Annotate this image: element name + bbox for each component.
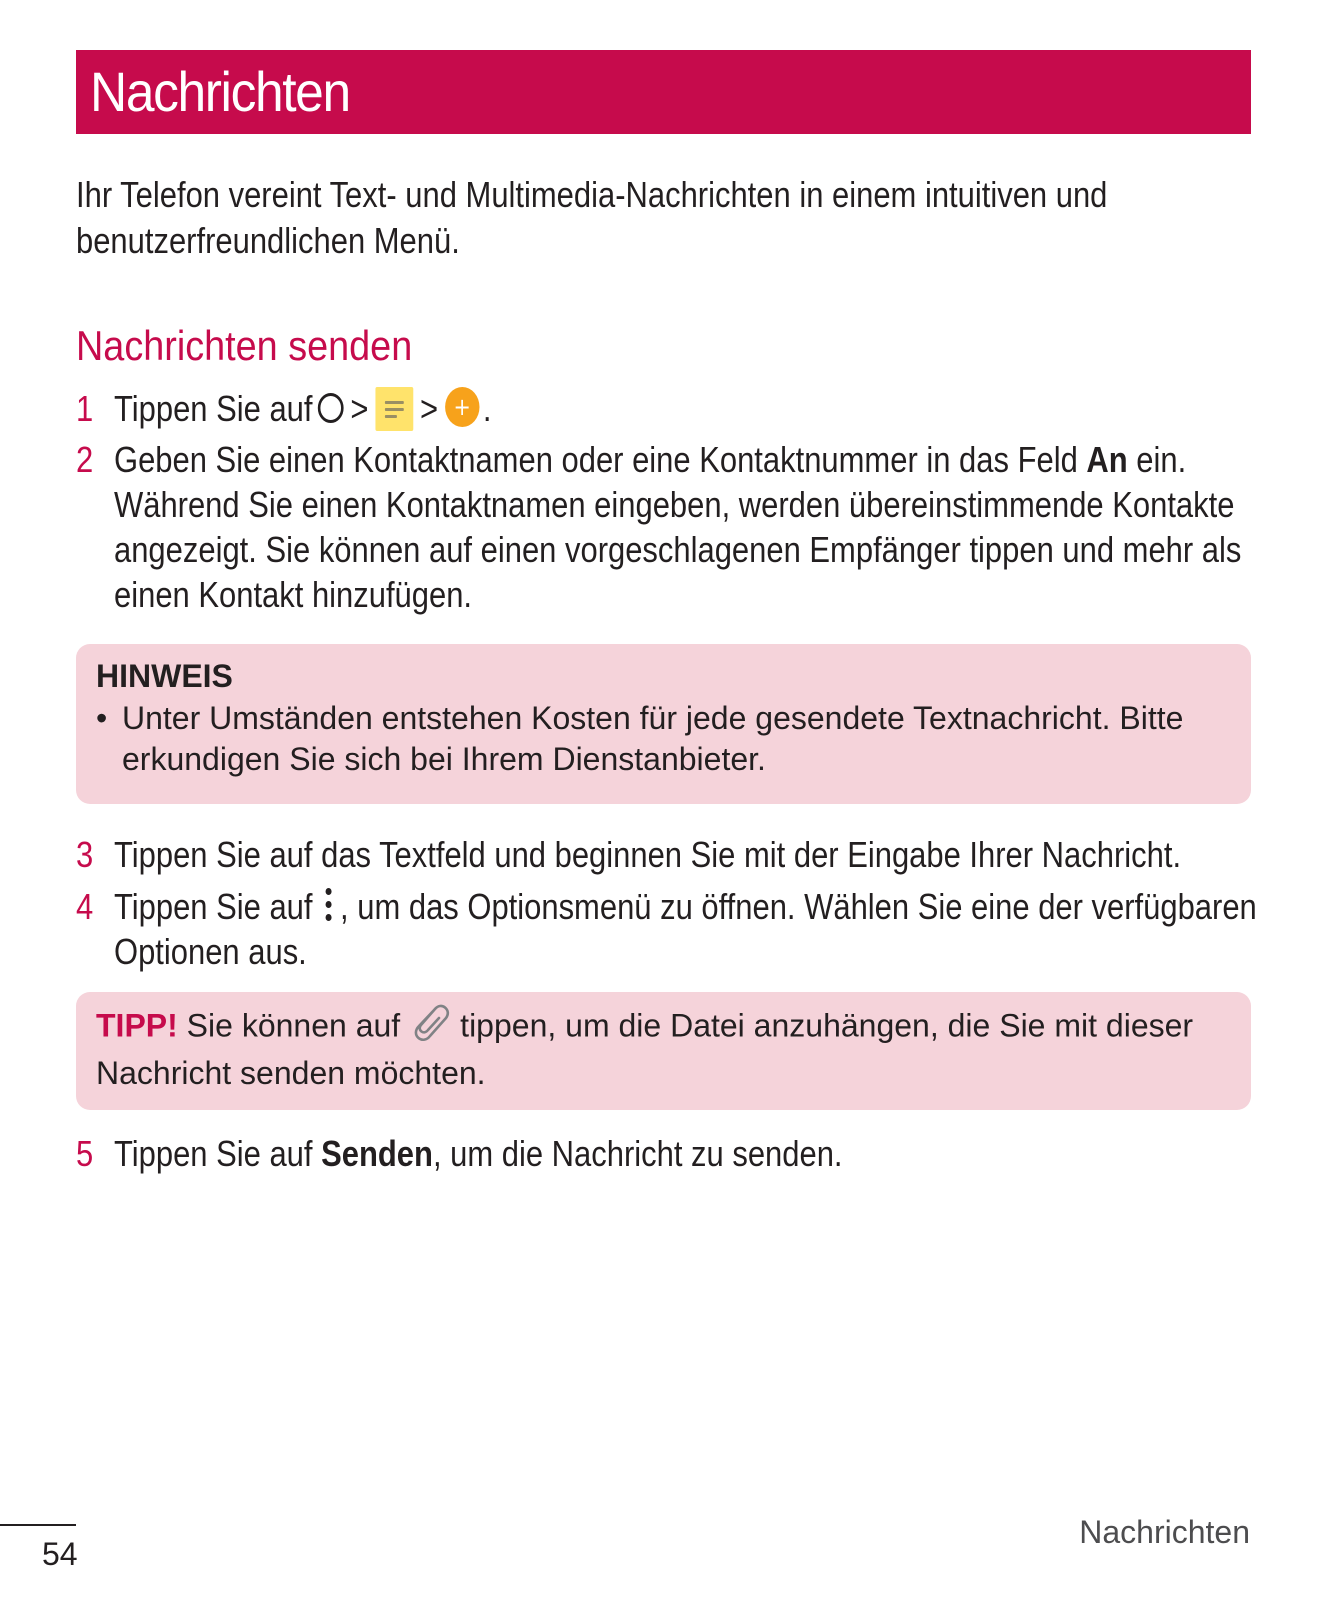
plus-icon: + bbox=[445, 387, 479, 427]
step-1-line bbox=[114, 386, 491, 431]
intro-line-2: benutzerfreundlichen Menü. bbox=[76, 220, 460, 261]
step-2-line-2: Während Sie einen Kontaktnamen eingeben, werden übereinstimmende Kontakte bbox=[114, 484, 1235, 525]
note-line-1: Unter Umständen entstehen Kosten für jede gesendete Textnachricht. Bitte bbox=[122, 700, 1184, 736]
footer-section-name: Nachrichten bbox=[1079, 1514, 1250, 1550]
messaging-app-icon bbox=[375, 387, 413, 431]
tip-box bbox=[76, 992, 1251, 1110]
tip-text bbox=[96, 1004, 1193, 1094]
step-text: Tippen Sie auf bbox=[114, 886, 313, 927]
step-text: Tippen Sie auf bbox=[114, 388, 313, 429]
step-number: 4 bbox=[76, 886, 94, 927]
tip-line-1 bbox=[96, 1004, 1193, 1052]
note-label: HINWEIS bbox=[96, 658, 233, 694]
footer-rule bbox=[0, 1524, 76, 1526]
note-line-2: erkundigen Sie sich bei Ihrem Dienstanbieter. bbox=[122, 741, 766, 777]
bullet: • bbox=[96, 700, 108, 736]
tip-text-part: Sie können auf bbox=[177, 1007, 401, 1044]
step-2-line-4: einen Kontakt hinzufügen. bbox=[114, 574, 473, 615]
step-text: ein. bbox=[1127, 439, 1187, 480]
step-text: , um das Optionsmenü zu öffnen. Wählen Sie eine der verfügbaren bbox=[340, 886, 1257, 927]
step-end: . bbox=[482, 388, 492, 429]
step-number: 3 bbox=[76, 834, 94, 875]
tip-text-part: tippen, um die Datei anzuhängen, die Sie mit dieser bbox=[460, 1007, 1194, 1044]
separator: > bbox=[350, 388, 369, 429]
step-2-line-1 bbox=[114, 437, 1241, 482]
intro-paragraph bbox=[76, 172, 1334, 264]
step-text: Geben Sie einen Kontaktnamen oder eine Kontaktnummer in das Feld bbox=[114, 439, 1087, 480]
step-2-line-3: angezeigt. Sie können auf einen vorgeschlagenen Empfänger tippen und mehr als bbox=[114, 529, 1242, 570]
home-ring-icon bbox=[318, 393, 344, 423]
tip-label: TIPP! bbox=[96, 1007, 178, 1044]
step-text: Tippen Sie auf bbox=[114, 1133, 322, 1174]
step-3-line: Tippen Sie auf das Textfeld und beginnen Sie mit der Eingabe Ihrer Nachricht. bbox=[114, 834, 1182, 875]
chapter-title: Nachrichten bbox=[90, 60, 350, 123]
step-text: , um die Nachricht zu senden. bbox=[432, 1133, 843, 1174]
paperclip-icon bbox=[406, 998, 454, 1046]
button-name-senden: Senden bbox=[321, 1133, 433, 1174]
kebab-menu-icon bbox=[321, 886, 335, 924]
step-number: 5 bbox=[76, 1133, 94, 1174]
separator: > bbox=[420, 388, 439, 429]
section-heading: Nachrichten senden bbox=[76, 322, 413, 369]
chapter-header-bar bbox=[76, 50, 1251, 134]
step-4-line-1 bbox=[114, 884, 1257, 929]
step-number: 2 bbox=[76, 439, 94, 480]
tip-line-2: Nachricht senden möchten. bbox=[96, 1055, 486, 1091]
step-4-line-2: Optionen aus. bbox=[114, 931, 307, 972]
step-5-line bbox=[114, 1131, 843, 1176]
note-box bbox=[76, 644, 1251, 804]
page-number: 54 bbox=[42, 1536, 78, 1572]
intro-line-1: Ihr Telefon vereint Text- und Multimedia-Nachrichten in einem intuitiven und bbox=[76, 174, 1108, 215]
step-number: 1 bbox=[76, 388, 94, 429]
field-name-an: An bbox=[1086, 439, 1128, 480]
